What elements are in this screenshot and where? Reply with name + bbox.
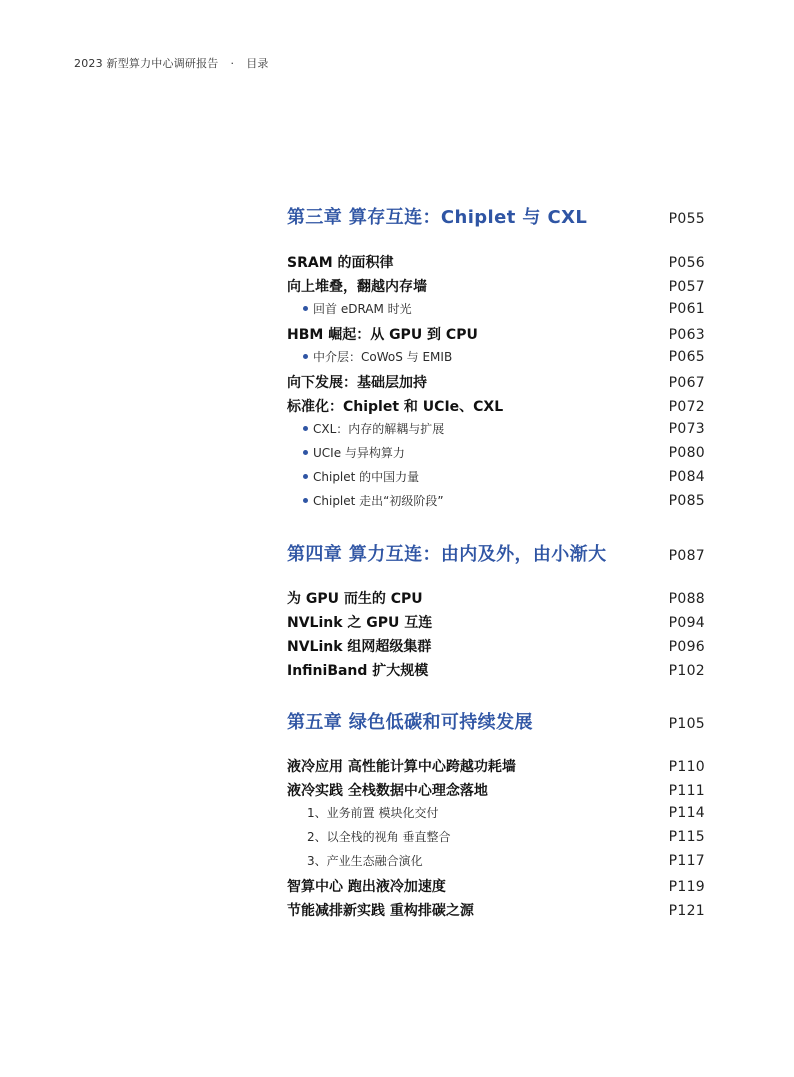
section-title: NVLink 组网超级集群 <box>287 639 432 655</box>
page-number: P114 <box>668 805 705 821</box>
page-number: P063 <box>668 327 705 343</box>
toc-subsection[interactable] <box>287 492 705 509</box>
report-title: 2023 新型算力中心调研报告 <box>74 57 219 70</box>
section-title: HBM 崛起：从 GPU 到 CPU <box>287 327 478 343</box>
page-number: P117 <box>668 853 705 869</box>
toc-subsection[interactable] <box>287 804 705 821</box>
page-number: P056 <box>668 255 705 271</box>
header-section-name: 目录 <box>246 57 269 70</box>
page-number: P072 <box>668 399 705 415</box>
section-title: 节能减排新实践 重构排碳之源 <box>287 903 474 919</box>
page-number: P055 <box>668 211 705 227</box>
toc-section[interactable] <box>287 876 705 896</box>
section-title: 液冷实践 全栈数据中心理念落地 <box>287 783 488 799</box>
subsection-title: 1、业务前置 模块化交付 <box>307 806 439 820</box>
subsection-title: 回首 eDRAM 时光 <box>313 302 412 316</box>
toc-section[interactable] <box>287 660 705 680</box>
toc-section[interactable] <box>287 900 705 920</box>
section-title: 向下发展：基础层加持 <box>287 375 427 391</box>
section-title: 向上堆叠，翻越内存墙 <box>287 279 427 295</box>
page-number: P067 <box>668 375 705 391</box>
page-number: P096 <box>668 639 705 655</box>
running-header <box>74 55 269 71</box>
toc-chapter[interactable] <box>287 540 705 566</box>
page-number: P061 <box>668 301 705 317</box>
subsection-title: UCIe 与异构算力 <box>313 446 405 460</box>
toc-subsection[interactable] <box>287 300 705 317</box>
toc-section[interactable] <box>287 276 705 296</box>
toc-section[interactable] <box>287 588 705 608</box>
page-number: P088 <box>668 591 705 607</box>
chapter-title: 第五章 绿色低碳和可持续发展 <box>287 712 533 733</box>
bullet-dot-icon <box>303 498 308 503</box>
toc-section[interactable] <box>287 612 705 632</box>
page-number: P057 <box>668 279 705 295</box>
subsection-title: 中介层：CoWoS 与 EMIB <box>313 350 453 364</box>
subsection-title: Chiplet 走出“初级阶段” <box>313 494 444 508</box>
page-number: P094 <box>668 615 705 631</box>
page-number: P105 <box>668 716 705 732</box>
toc-subsection[interactable] <box>287 828 705 845</box>
header-separator: · <box>230 57 235 70</box>
page-number: P110 <box>668 759 705 775</box>
toc-section[interactable] <box>287 372 705 392</box>
bullet-dot-icon <box>303 450 308 455</box>
subsection-title: Chiplet 的中国力量 <box>313 470 420 484</box>
toc-section[interactable] <box>287 252 705 272</box>
toc-subsection[interactable] <box>287 444 705 461</box>
bullet-dot-icon <box>303 306 308 311</box>
section-title: 智算中心 跑出液冷加速度 <box>287 879 446 895</box>
subsection-title: 3、产业生态融合演化 <box>307 854 423 868</box>
toc-subsection[interactable] <box>287 348 705 365</box>
toc-section[interactable] <box>287 324 705 344</box>
subsection-title: CXL：内存的解耦与扩展 <box>313 422 445 436</box>
page-number: P065 <box>668 349 705 365</box>
page-number: P119 <box>668 879 705 895</box>
bullet-dot-icon <box>303 474 308 479</box>
section-title: NVLink 之 GPU 互连 <box>287 615 433 631</box>
toc-section[interactable] <box>287 636 705 656</box>
toc-subsection[interactable] <box>287 852 705 869</box>
toc-subsection[interactable] <box>287 420 705 437</box>
page-number: P084 <box>668 469 705 485</box>
section-title: InfiniBand 扩大规模 <box>287 663 429 679</box>
toc-chapter[interactable] <box>287 203 705 229</box>
page-number: P073 <box>668 421 705 437</box>
bullet-dot-icon <box>303 354 308 359</box>
toc-section[interactable] <box>287 396 705 416</box>
chapter-title: 第四章 算力互连：由内及外，由小渐大 <box>287 544 607 565</box>
subsection-title: 2、以全栈的视角 垂直整合 <box>307 830 451 844</box>
page-number: P080 <box>668 445 705 461</box>
section-title: 为 GPU 而生的 CPU <box>287 591 423 607</box>
toc-chapter[interactable] <box>287 708 705 734</box>
section-title: 液冷应用 高性能计算中心跨越功耗墙 <box>287 759 516 775</box>
bullet-dot-icon <box>303 426 308 431</box>
page-number: P111 <box>668 783 705 799</box>
toc-subsection[interactable] <box>287 468 705 485</box>
page-number: P085 <box>668 493 705 509</box>
page-number: P102 <box>668 663 705 679</box>
toc-section[interactable] <box>287 756 705 776</box>
section-title: SRAM 的面积律 <box>287 255 394 271</box>
page-number: P115 <box>668 829 705 845</box>
page-number: P087 <box>668 548 705 564</box>
page-number: P121 <box>668 903 705 919</box>
toc-section[interactable] <box>287 780 705 800</box>
section-title: 标准化：Chiplet 和 UCIe、CXL <box>287 399 504 415</box>
chapter-title: 第三章 算存互连：Chiplet 与 CXL <box>287 207 588 228</box>
